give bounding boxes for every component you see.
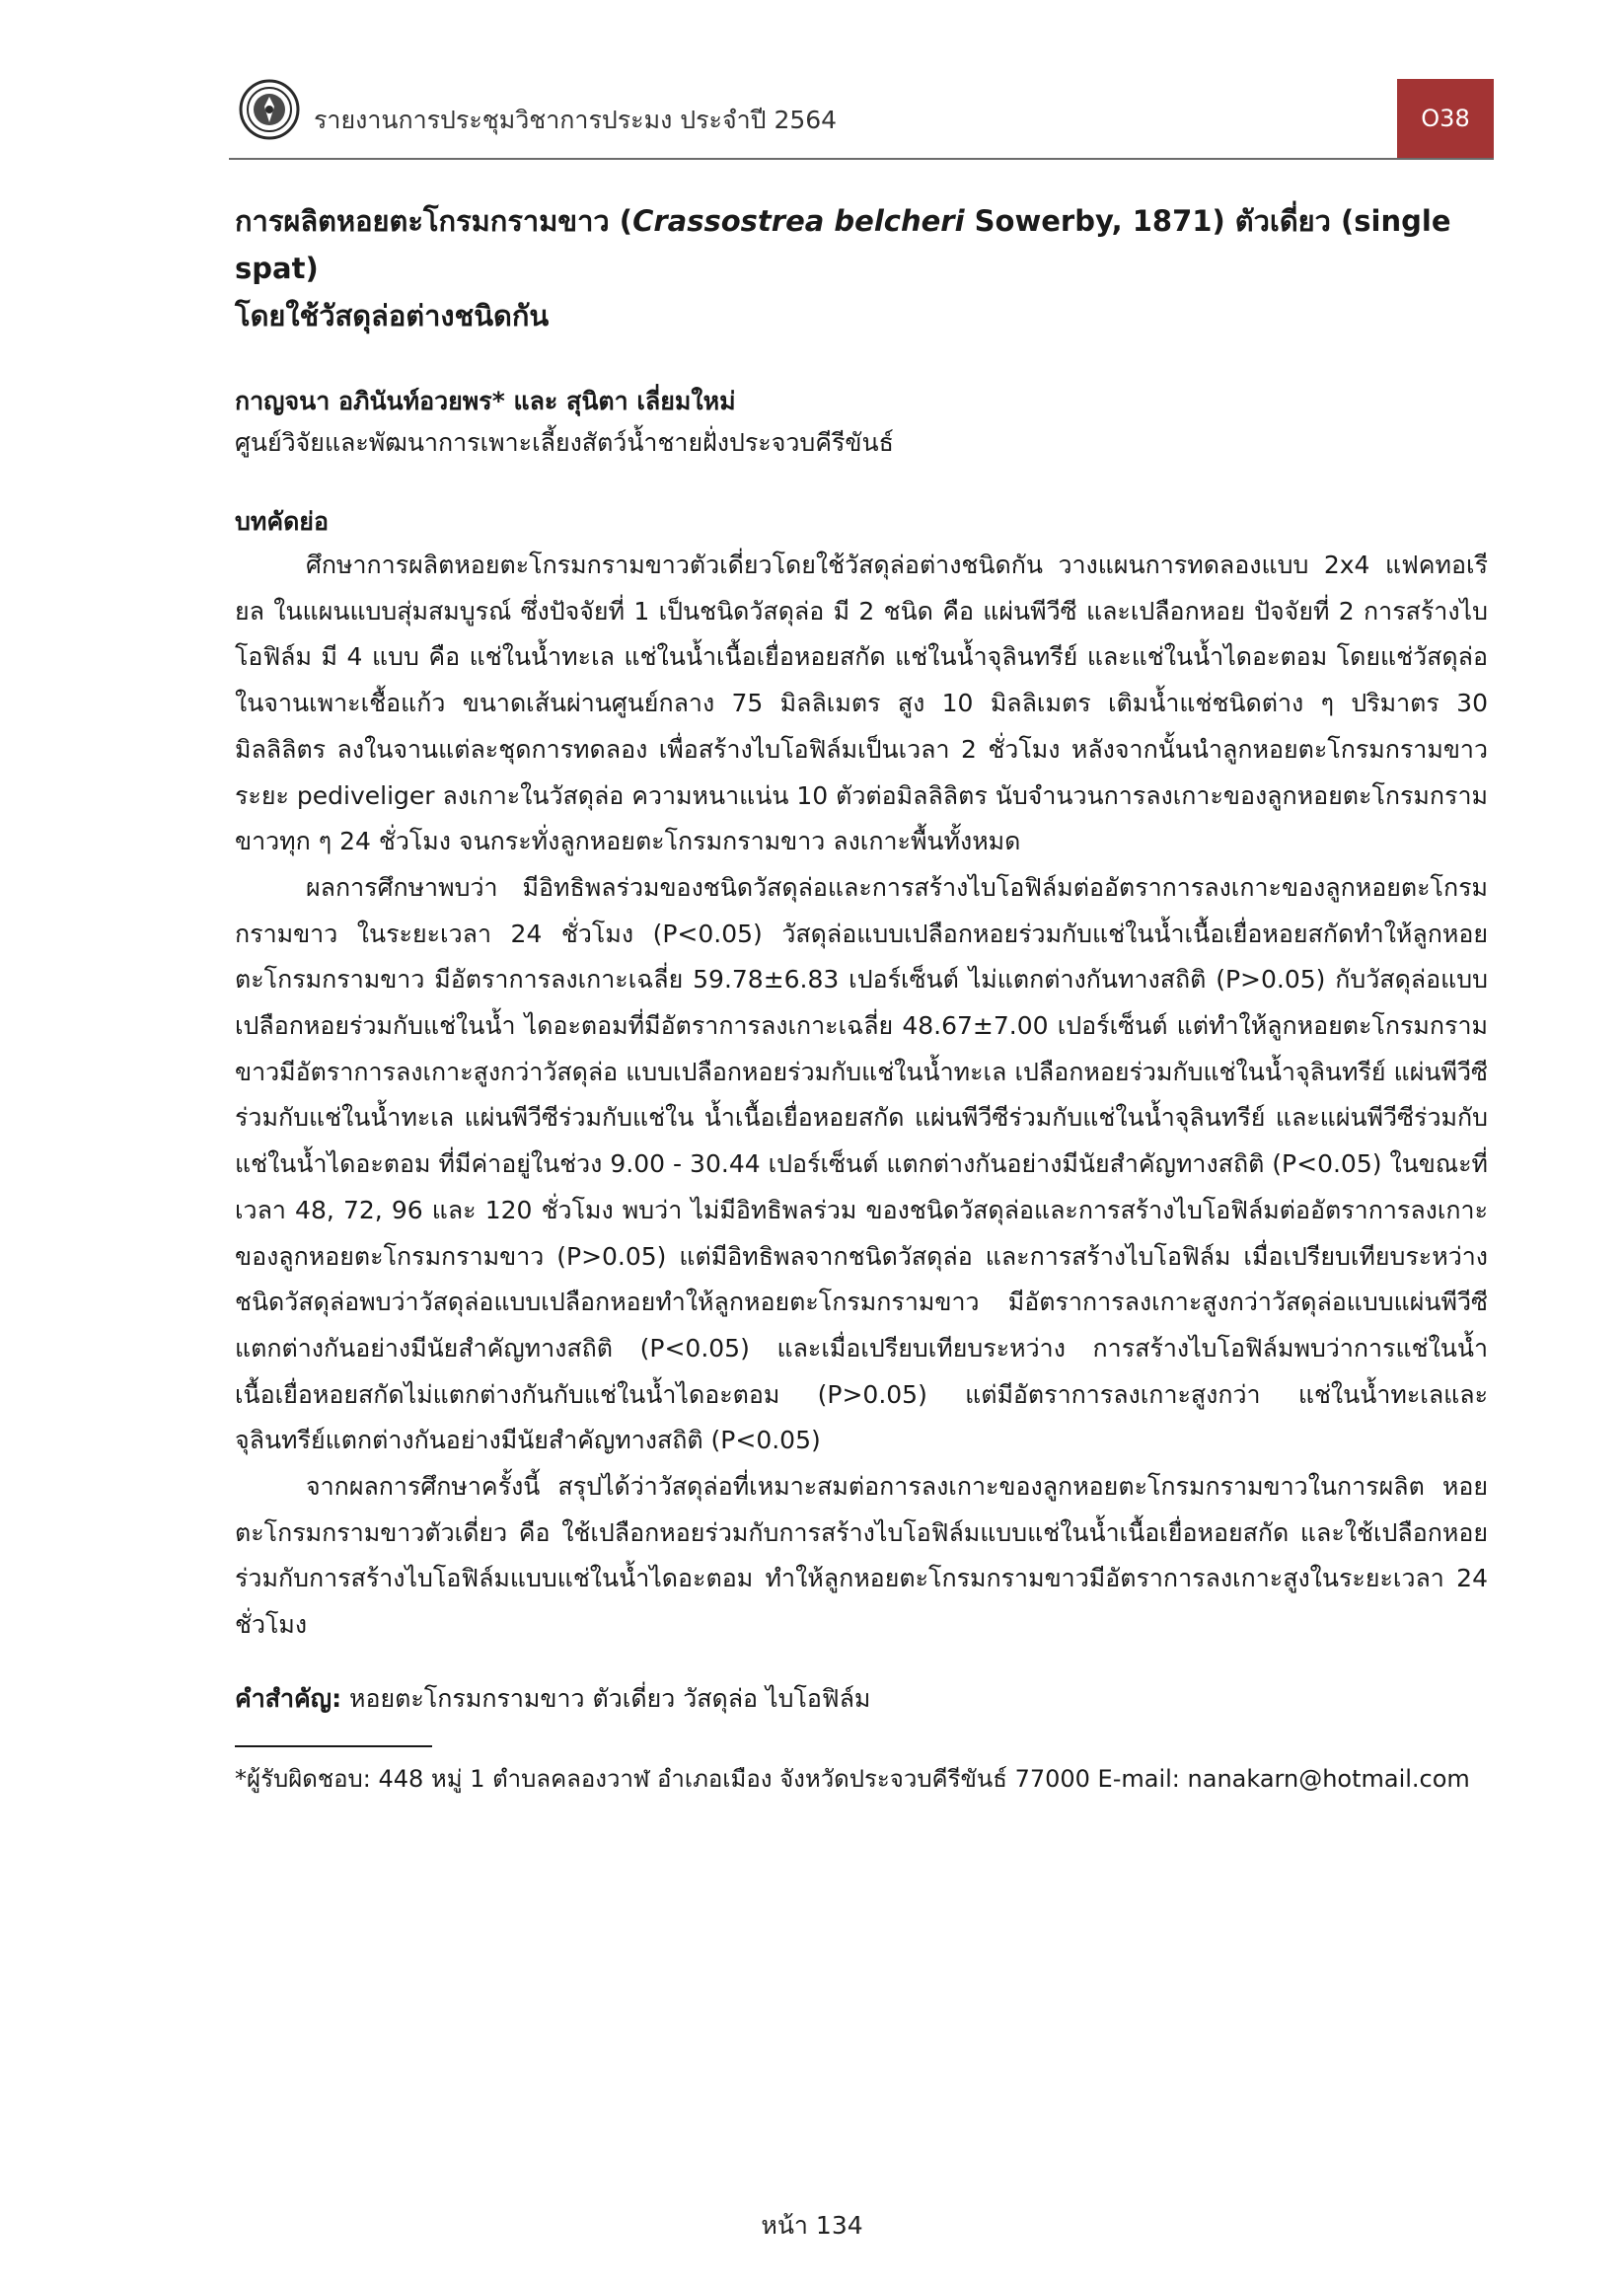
- affiliation: ศูนย์วิจัยและพัฒนาการเพาะเลี้ยงสัตว์น้ำชายฝั่งประจวบคีรีขันธ์: [235, 428, 894, 457]
- authors: กาญจนา อภินันท์อวยพร* และ สุนิตา เลี่ยมใหม่: [235, 387, 736, 415]
- abstract-paragraph-2: ผลการศึกษาพบว่า มีอิทธิพลร่วมของชนิดวัสดุล่อและการสร้างไบโอฟิล์มต่ออัตราการลงเกาะของลูกหอยตะโกรมกรามขาว ในระยะเวลา 24 ชั่วโมง (P<0.05) วัสดุล่อแบบเปลือกหอยร่วมกับแช่ในน้ำเนื้อเยื่อหอยสกัดทำให้ลูกหอยตะโกรมกรามขาว มีอัตราการลงเกาะเฉลี่ย 59.78±6.83 เปอร์เซ็นต์ ไม่แตกต่างกันทางสถิติ (P>0.05) กับวัสดุล่อแบบเปลือกหอยร่วมกับแช่ในน้ำ ไดอะตอมที่มีอัตราการลงเกาะเฉลี่ย 48.67±7.00 เปอร์เซ็นต์ แต่ทำให้ลูกหอยตะโกรมกรามขาวมีอัตราการลงเกาะสูงกว่าวัสดุล่อ แบบเปลือกหอยร่วมกับแช่ในน้ำทะเล เปลือกหอยร่วมกับแช่ในน้ำจุลินทรีย์ แผ่นพีวีซีร่วมกับแช่ในน้ำทะเล แผ่นพีวีซีร่วมกับแช่ใน น้ำเนื้อเยื่อหอยสกัด แผ่นพีวีซีร่วมกับแช่ในน้ำจุลินทรีย์ และแผ่นพีวีซีร่วมกับแช่ในน้ำไดอะตอม ที่มีค่าอยู่ในช่วง 9.00 - 30.44 เปอร์เซ็นต์ แตกต่างกันอย่างมีนัยสำคัญทางสถิติ (P<0.05) ในขณะที่เวลา 48, 72, 96 และ 120 ชั่วโมง พบว่า ไม่มีอิทธิพลร่วม ของชนิดวัสดุล่อและการสร้างไบโอฟิล์มต่ออัตราการลงเกาะของลูกหอยตะโกรมกรามขาว (P>0.05) แต่มีอิทธิพลจากชนิดวัสดุล่อ และการสร้างไบโอฟิล์ม เมื่อเปรียบเทียบระหว่างชนิดวัสดุล่อพบว่าวัสดุล่อแบบเปลือกหอยทำให้ลูกหอยตะโกรมกรามขาว มีอัตราการลงเกาะสูงกว่าวัสดุล่อแบบแผ่นพีวีซีแตกต่างกันอย่างมีนัยสำคัญทางสถิติ (P<0.05) และเมื่อเปรียบเทียบระหว่าง การสร้างไบโอฟิล์มพบว่าการแช่ในน้ำเนื้อเยื่อหอยสกัดไม่แตกต่างกันกับแช่ในน้ำไดอะตอม (P>0.05) แต่มีอัตราการลงเกาะสูงกว่า แช่ในน้ำทะเลและจุลินทรีย์แตกต่างกันอย่างมีนัยสำคัญทางสถิติ (P<0.05): [235, 872, 1488, 1455]
- title-part-pre: การผลิตหอยตะโกรมกรามขาว (: [235, 204, 633, 238]
- abstract-paragraph-1: ศึกษาการผลิตหอยตะโกรมกรามขาวตัวเดี่ยวโดยใช้วัสดุล่อต่างชนิดกัน วางแผนการทดลองแบบ 2x4 แฟคทอเรียล ในแผนแบบสุ่มสมบูรณ์ ซึ่งปัจจัยที่ 1 เป็นชนิดวัสดุล่อ มี 2 ชนิด คือ แผ่นพีวีซี และเปลือกหอย ปัจจัยที่ 2 การสร้างไบโอฟิล์ม มี 4 แบบ คือ แช่ในน้ำทะเล แช่ในน้ำเนื้อเยื่อหอยสกัด แช่ในน้ำจุลินทรีย์ และแช่ในน้ำไดอะตอม โดยแช่วัสดุล่อในจานเพาะเชื้อแก้ว ขนาดเส้นผ่านศูนย์กลาง 75 มิลลิเมตร สูง 10 มิลลิเมตร เติมน้ำแช่ชนิดต่าง ๆ ปริมาตร 30 มิลลิลิตร ลงในจานแต่ละชุดการทดลอง เพื่อสร้างไบโอฟิล์มเป็นเวลา 2 ชั่วโมง หลังจากนั้นนำลูกหอยตะโกรมกรามขาวระยะ pediveliger ลงเกาะในวัสดุล่อ ความหนาแน่น 10 ตัวต่อมิลลิลิตร นับจำนวนการลงเกาะของลูกหอยตะโกรมกรามขาวทุก ๆ 24 ชั่วโมง จนกระทั่งลูกหอยตะโกรมกรามขาว ลงเกาะพื้นทั้งหมด: [235, 551, 1488, 856]
- footnote-divider: [235, 1745, 432, 1747]
- paper-code-badge: O38: [1397, 79, 1494, 158]
- title-scientific-name: Crassostrea belcheri: [632, 204, 965, 238]
- page-number: หน้า 134: [761, 2211, 863, 2240]
- corresponding-author-footnote: [235, 1761, 1488, 1797]
- title-line-2: โดยใช้วัสดุล่อต่างชนิดกัน: [235, 299, 550, 332]
- keywords: [235, 1678, 1488, 1720]
- abstract-paragraph-3: จากผลการศึกษาครั้งนี้ สรุปได้ว่าวัสดุล่อที่เหมาะสมต่อการลงเกาะของลูกหอยตะโกรมกรามขาวในการผลิต หอยตะโกรมกรามขาวตัวเดี่ยว คือ ใช้เปลือกหอยร่วมกับการสร้างไบโอฟิล์มแบบแช่ในน้ำเนื้อเยื่อหอยสกัด และใช้เปลือกหอย ร่วมกับการสร้างไบโอฟิล์มแบบแช่ในน้ำไดอะตอม ทำให้ลูกหอยตะโกรมกรามขาวมีอัตราการลงเกาะสูงในระยะเวลา 24 ชั่วโมง: [235, 1472, 1488, 1640]
- keywords-label: คำสำคัญ:: [235, 1683, 342, 1713]
- paper-content: [235, 197, 1488, 1797]
- paper-title: [235, 197, 1488, 339]
- footnote-text: *ผู้รับผิดชอบ: 448 หมู่ 1 ตำบลคลองวาฬ อำเภอเมือง จังหวัดประจวบคีรีขันธ์ 77000 E-mail: nanakarn@hotmail.com: [235, 1764, 1470, 1793]
- abstract-heading: บทคัดย่อ: [235, 507, 329, 536]
- keywords-text: หอยตะโกรมกรามขาว ตัวเดี่ยว วัสดุล่อ ไบโอฟิล์ม: [341, 1683, 871, 1713]
- title-part-post: Sowerby, 1871) ตัวเดี่ยว (single spat): [235, 204, 1451, 285]
- proceedings-title: รายงานการประชุมวิชาการประมง ประจำปี 2564: [314, 106, 838, 134]
- department-seal-icon: [239, 79, 300, 140]
- page-header: [229, 79, 1494, 160]
